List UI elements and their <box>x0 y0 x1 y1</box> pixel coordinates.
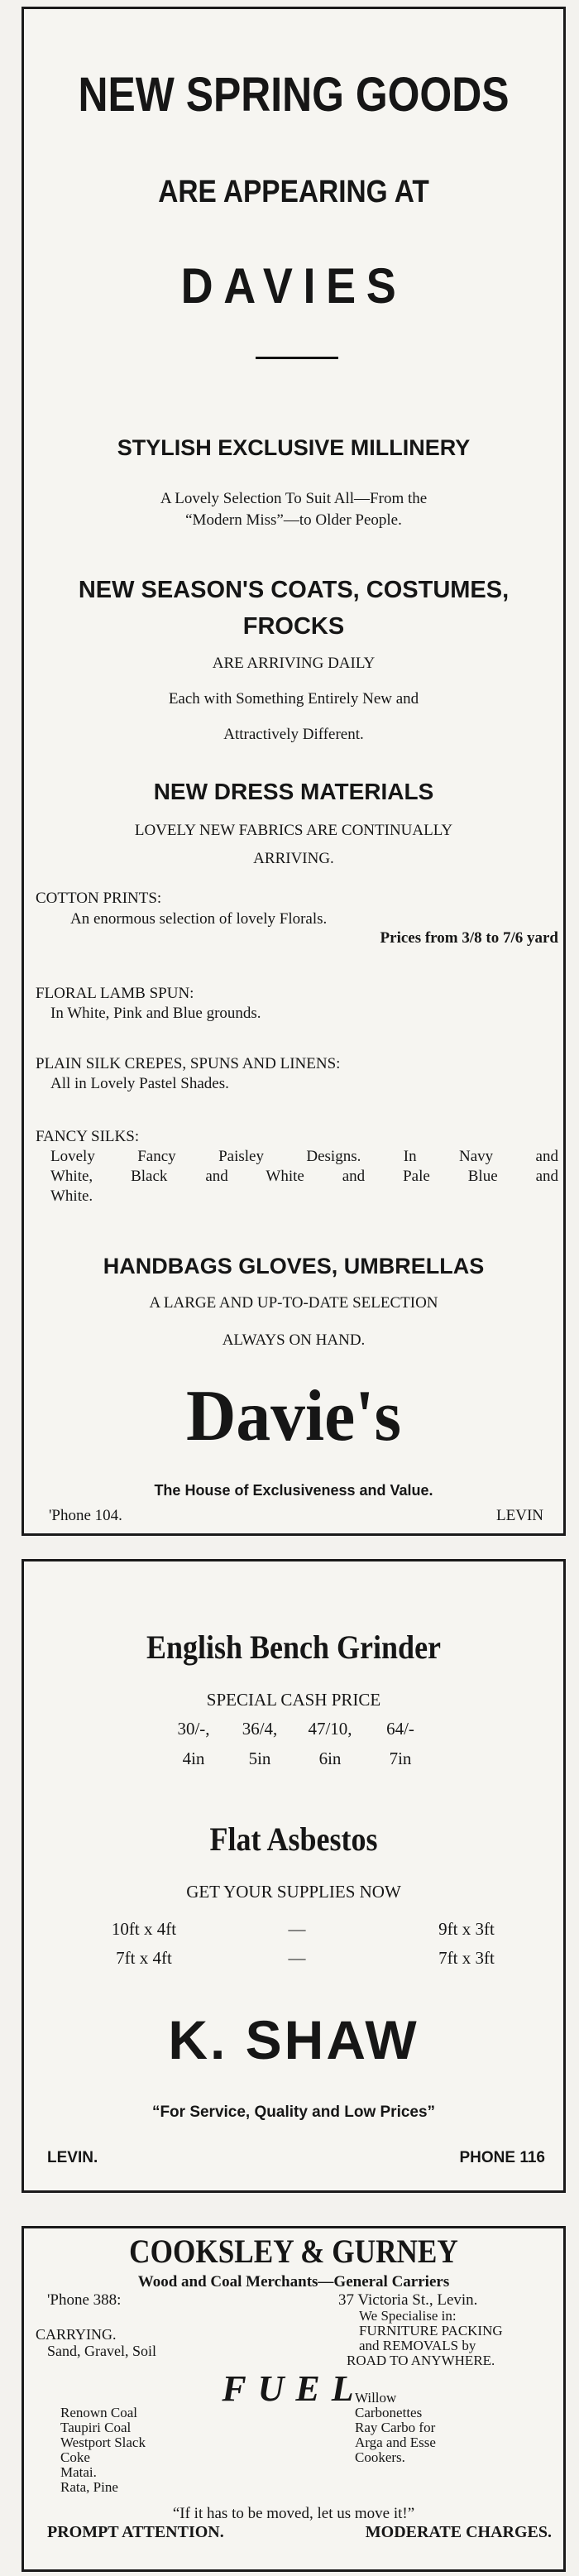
handbags-heading: HANDBAGS GLOVES, UMBRELLAS <box>103 1254 485 1278</box>
carrying-heading: CARRYING. <box>36 2326 117 2343</box>
cooksley-phone: 'Phone 388: <box>47 2291 122 2309</box>
davies-town: LEVIN <box>496 1507 543 1524</box>
davies-phone: 'Phone 104. <box>49 1507 122 1524</box>
supplies-label: GET YOUR SUPPLIES NOW <box>186 1882 401 1902</box>
shaw-slogan: “For Service, Quality and Low Prices” <box>151 2103 436 2121</box>
shaw-phone: PHONE 116 <box>459 2149 545 2166</box>
fuel-item: Cookers. <box>355 2449 405 2465</box>
asbestos-size-left: 10ft x 4ft <box>111 1919 177 1939</box>
carrying-items: Sand, Gravel, Soil <box>47 2343 156 2359</box>
divider-rule <box>256 357 338 359</box>
cotton-prints-heading: COTTON PRINTS: <box>36 890 162 907</box>
fuel-item: Ray Carbo for <box>355 2420 436 2435</box>
cooksley-title: COOKSLEY & GURNEY <box>129 2233 458 2270</box>
fuel-item: Coke <box>60 2449 90 2465</box>
asbestos-heading: Flat Asbestos <box>209 1820 378 1858</box>
headline-davies: DAVIES <box>180 258 407 314</box>
cash-price-label: SPECIAL CASH PRICE <box>206 1690 381 1710</box>
coats-subheading: ARE ARRIVING DAILY <box>212 655 376 672</box>
fancy-silks-line1: Lovely Fancy Paisley Designs. In Navy and <box>50 1148 558 1165</box>
coats-text-line1: Each with Something Entirely New and <box>168 690 419 708</box>
headline-new-spring-goods: NEW SPRING GOODS <box>78 68 510 122</box>
plain-silk-text: All in Lovely Pastel Shades. <box>50 1075 229 1092</box>
asbestos-size-right: 7ft x 3ft <box>438 1948 495 1968</box>
cotton-prints-price: Prices from 3/8 to 7/6 yard <box>380 929 558 947</box>
fuel-item: Renown Coal <box>60 2405 138 2420</box>
dress-subheading-line2: ARRIVING. <box>253 850 334 867</box>
fuel-item: Matai. <box>60 2464 97 2480</box>
fuel-item: Westport Slack <box>60 2434 146 2450</box>
cooksley-address: 37 Victoria St., Levin. <box>338 2291 478 2309</box>
specialise-line1: We Specialise in: <box>359 2308 457 2324</box>
millinery-heading: STYLISH EXCLUSIVE MILLINERY <box>117 435 471 460</box>
coats-text-line2: Attractively Different. <box>223 726 364 743</box>
dress-subheading-line1: LOVELY NEW FABRICS ARE CONTINUALLY <box>134 822 453 839</box>
asbestos-dash: — <box>288 1948 306 1968</box>
grinder-price: 47/10, <box>308 1719 352 1739</box>
shaw-town: LEVIN. <box>47 2149 98 2166</box>
davies-advertisement <box>22 7 566 1536</box>
grinder-heading: English Bench Grinder <box>146 1629 442 1666</box>
headline-appearing-at: ARE APPEARING AT <box>158 175 429 209</box>
grinder-size: 4in <box>182 1749 205 1768</box>
fuel-item: Rata, Pine <box>60 2479 118 2495</box>
fancy-silks-line3: White. <box>50 1187 93 1205</box>
specialise-line2: FURNITURE PACKING <box>359 2323 503 2339</box>
asbestos-size-left: 7ft x 4ft <box>116 1948 172 1968</box>
fuel-item: Carbonettes <box>355 2405 423 2420</box>
grinder-price: 64/- <box>386 1719 414 1739</box>
millinery-text-line1: A Lovely Selection To Suit All—From the <box>160 490 428 507</box>
plain-silk-heading: PLAIN SILK CREPES, SPUNS AND LINENS: <box>36 1055 341 1072</box>
coats-heading-line2: FROCKS <box>242 613 345 640</box>
fancy-silks-heading: FANCY SILKS: <box>36 1128 140 1145</box>
shaw-name: K. SHAW <box>168 2009 419 2070</box>
millinery-text-line2: “Modern Miss”—to Older People. <box>185 511 402 529</box>
dress-materials-heading: NEW DRESS MATERIALS <box>153 779 434 804</box>
grinder-size: 5in <box>248 1749 271 1768</box>
grinder-size: 7in <box>389 1749 412 1768</box>
asbestos-size-right: 9ft x 3ft <box>438 1919 495 1939</box>
shaw-advertisement <box>22 1559 566 2193</box>
fuel-item: Taupiri Coal <box>60 2420 132 2435</box>
grinder-price: 30/-, <box>177 1719 210 1739</box>
fuel-item: Arga and Esse <box>355 2434 436 2450</box>
davies-logo: Davie's <box>185 1376 402 1456</box>
fuel-list-left <box>60 2406 146 2495</box>
cotton-prints-text: An enormous selection of lovely Florals. <box>70 910 328 928</box>
cooksley-motto: “If it has to be moved, let us move it!” <box>172 2505 415 2522</box>
coats-heading-line1: NEW SEASON'S COATS, COSTUMES, <box>78 577 510 603</box>
prompt-attention: PROMPT ATTENTION. <box>47 2523 224 2541</box>
fuel-item: Willow <box>355 2390 397 2406</box>
fuel-heading: FUEL <box>222 2368 366 2409</box>
specialise-line3: and REMOVALS by <box>359 2338 476 2353</box>
moderate-charges: MODERATE CHARGES. <box>365 2523 552 2541</box>
cooksley-advertisement <box>22 2226 566 2572</box>
grinder-price: 36/4, <box>242 1719 278 1739</box>
floral-lamb-heading: FLORAL LAMB SPUN: <box>36 985 194 1002</box>
fancy-silks-line2: White, Black and White and Pale Blue and <box>50 1168 558 1185</box>
specialise-line4: ROAD TO ANYWHERE. <box>347 2353 495 2368</box>
grinder-size: 6in <box>318 1749 342 1768</box>
davies-tagline: The House of Exclusiveness and Value. <box>154 1482 433 1499</box>
asbestos-dash: — <box>288 1919 306 1939</box>
handbags-subheading-line1: A LARGE AND UP-TO-DATE SELECTION <box>149 1294 438 1312</box>
fuel-list-right <box>355 2391 436 2465</box>
floral-lamb-text: In White, Pink and Blue grounds. <box>50 1005 261 1022</box>
cooksley-subtitle: Wood and Coal Merchants—General Carriers <box>137 2273 450 2291</box>
handbags-subheading-line2: ALWAYS ON HAND. <box>222 1331 366 1349</box>
